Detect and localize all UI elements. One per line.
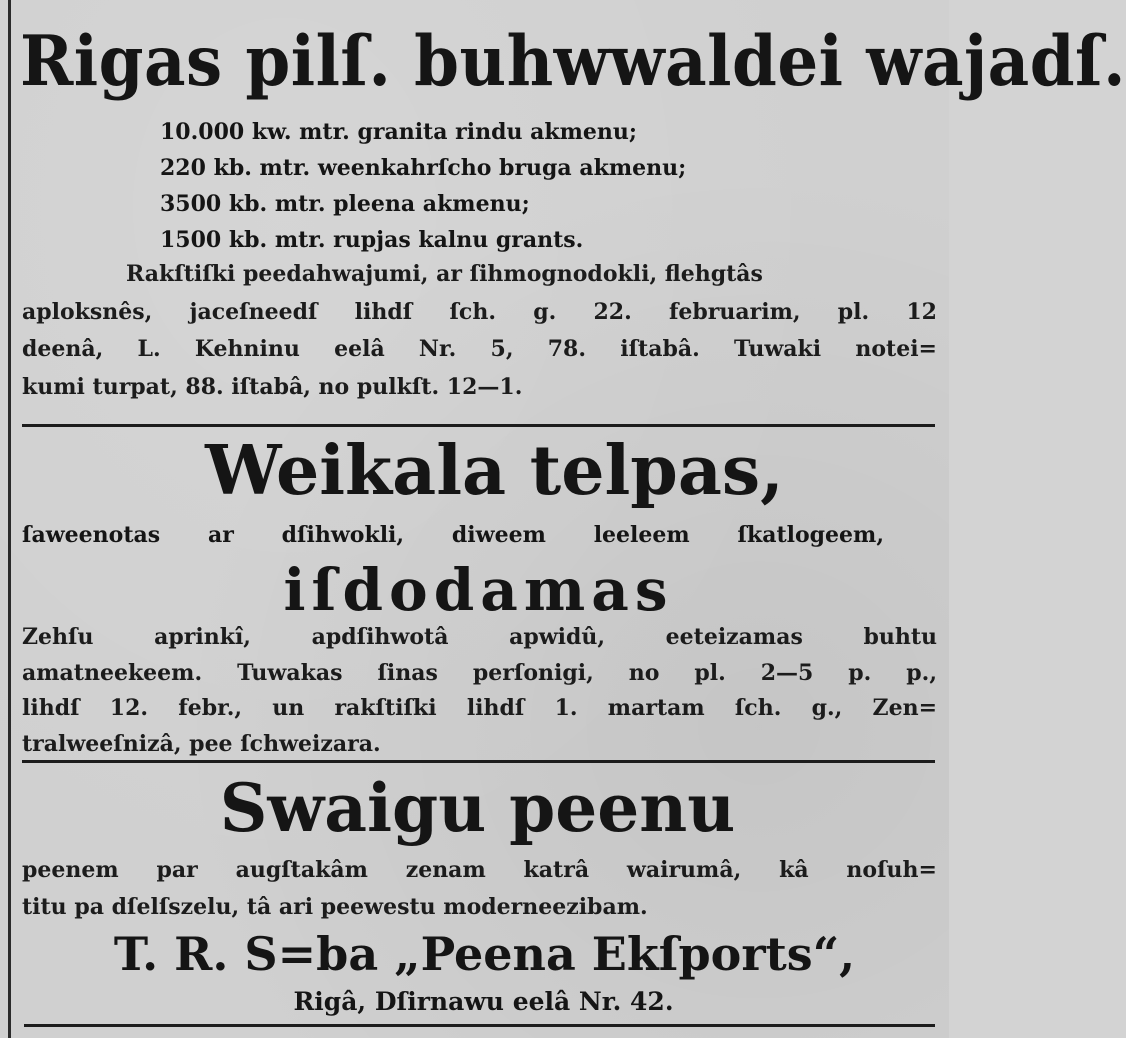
ad-heading-city-building-board: Rigas pilſ. buhwwaldei wajadſ. [20,21,1126,102]
list-item: 1500 kb. mtr. rupjas kalnu grants. [160,227,584,253]
body-line: kumi turpat, 88. iſtabâ, no pulkſt. 12—1. [22,373,523,400]
ad-heading-fresh-milk: Swaigu peenu [219,769,736,847]
body-line: titu pa dſelſszelu, tâ ari peewestu moderneezibam. [22,894,648,920]
list-item: 220 kb. mtr. weenkahrſcho bruga akmenu; [160,155,687,181]
ad-body-milk-details [22,852,937,926]
ad-divider [22,760,935,763]
body-line: lihdſ 12. febr., un rakſtiſki lihdſ 1. martam ſch. g., Zen= [22,695,937,721]
body-line: peenem par augſtakâm zenam katrâ wairumâ, kâ noſuh= [22,857,937,883]
list-item: 3500 kb. mtr. pleena akmenu; [160,191,530,217]
body-line: deenâ, L. Kehninu eelâ Nr. 5, 78. iſtabâ. Tuwaki notei= [22,336,937,362]
list-item: 10.000 kw. mtr. granita rindu akmenu; [160,119,637,145]
ad-body-premises-details [22,620,937,762]
ad-heading-shop-premises: Weikala telpas, [205,431,784,511]
ad-subheading: ſaweenotas ar dſihwokli, diweem leeleem ſkatlogeem, [22,522,884,548]
body-line: tralweeſnizâ, pee ſchweizara. [22,730,381,757]
company-address: Rigâ, Dſirnawu eelâ Nr. 42. [293,987,674,1016]
ad-body-tender-details [22,256,937,406]
body-line: Zehſu aprinkî, apdſihwotâ apwidû, eeteizamas buhtu [22,624,937,650]
company-name: T. R. S=ba „Peena Ekſports“, [113,927,856,981]
body-line: Rakſtiſki peedahwajumi, ar ſihmognodokli, flehgtâs [126,261,763,287]
ad-divider [24,1024,935,1027]
body-line: amatneekeem. Tuwakas ſinas perſonigi, no pl. 2—5 p. p., [22,659,937,686]
ad-heading-for-rent: iſdodamas [283,556,674,624]
column-rule [8,0,11,1038]
body-line: aploksnês, jaceſneedſ lihdſ ſch. g. 22. februarim, pl. 12 [22,298,937,325]
materials-list [160,114,686,258]
